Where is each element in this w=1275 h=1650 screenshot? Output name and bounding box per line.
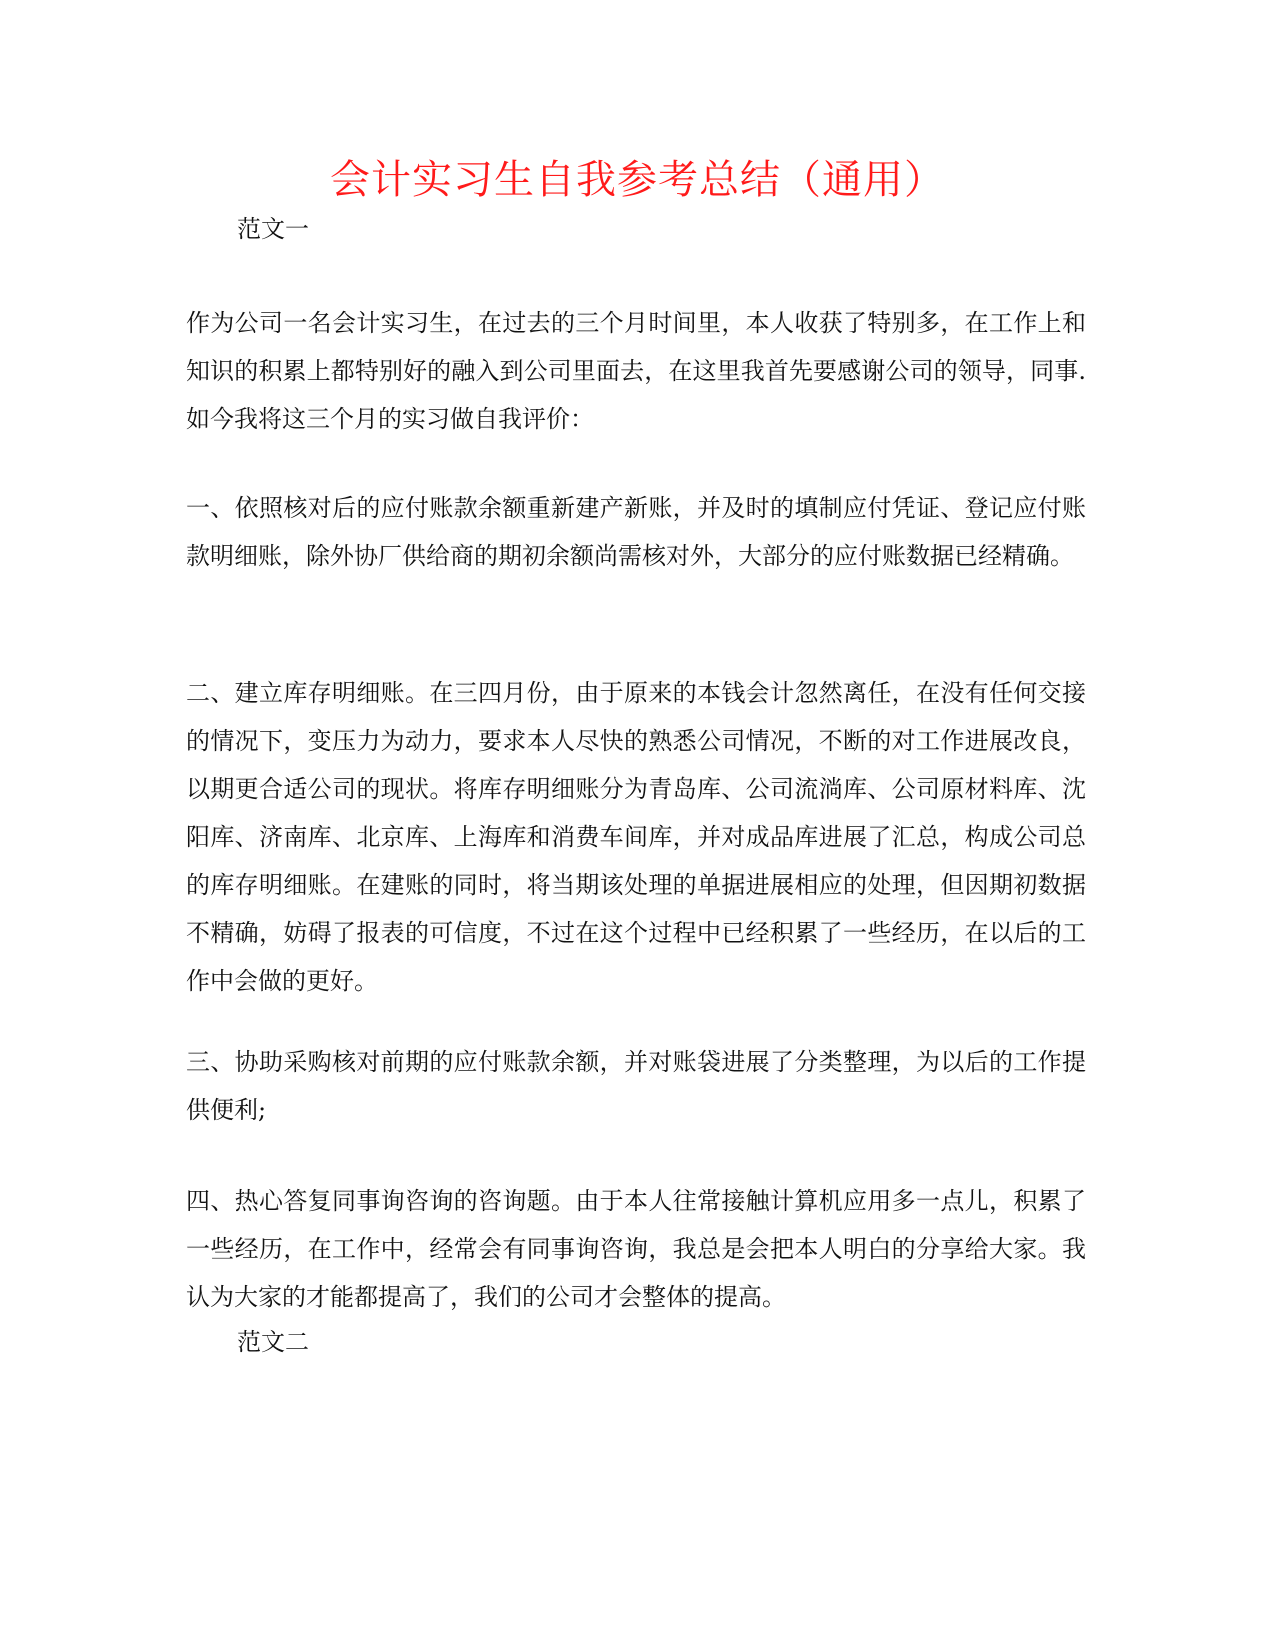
document-title: 会计实习生自我参考总结（通用） bbox=[330, 157, 945, 203]
paragraph-item-2: 二、建立库存明细账。在三四月份，由于原来的本钱会计忽然离任，在没有任何交接的情况下，变压力为动力，要求本人尽快的熟悉公司情况，不断的对工作进展改良，以期更合适公司的现状。将库存明细账分为青岛库、公司流淌库、公司原材料库、沈阳库、济南库、北京库、上海库和消费车间库，并对成品库进展了汇总，构成公司总的库存明细账。在建账的同时，将当期该处理的单据进展相应的处理，但因期初数据不精确，妨碍了报表的可信度，不过在这个过程中已经积累了一些经历，在以后的工作中会做的更好。 bbox=[186, 679, 1086, 995]
paragraph-item-1: 一、依照核对后的应付账款余额重新建产新账，并及时的填制应付凭证、登记应付账款明细账，除外协厂供给商的期初余额尚需核对外，大部分的应付账数据已经精确。 bbox=[186, 494, 1086, 570]
paragraph-item-4: 四、热心答复同事询咨询的咨询题。由于本人往常接触计算机应用多一点儿，积累了一些经历，在工作中，经常会有同事询咨询，我总是会把本人明白的分享给大家。我认为大家的才能都提高了，我们的公司才会整体的提高。 bbox=[186, 1187, 1086, 1311]
section-label-2: 范文二 bbox=[237, 1328, 309, 1356]
paragraph-item-3: 三、协助采购核对前期的应付账款余额，并对账袋进展了分类整理，为以后的工作提供便利; bbox=[186, 1048, 1086, 1124]
paragraph-intro: 作为公司一名会计实习生，在过去的三个月时间里，本人收获了特别多，在工作上和知识的积累上都特别好的融入到公司里面去，在这里我首先要感谢公司的领导，同事.如今我将这三个月的实习做自我评价： bbox=[186, 309, 1086, 433]
section-label-1: 范文一 bbox=[237, 215, 309, 243]
